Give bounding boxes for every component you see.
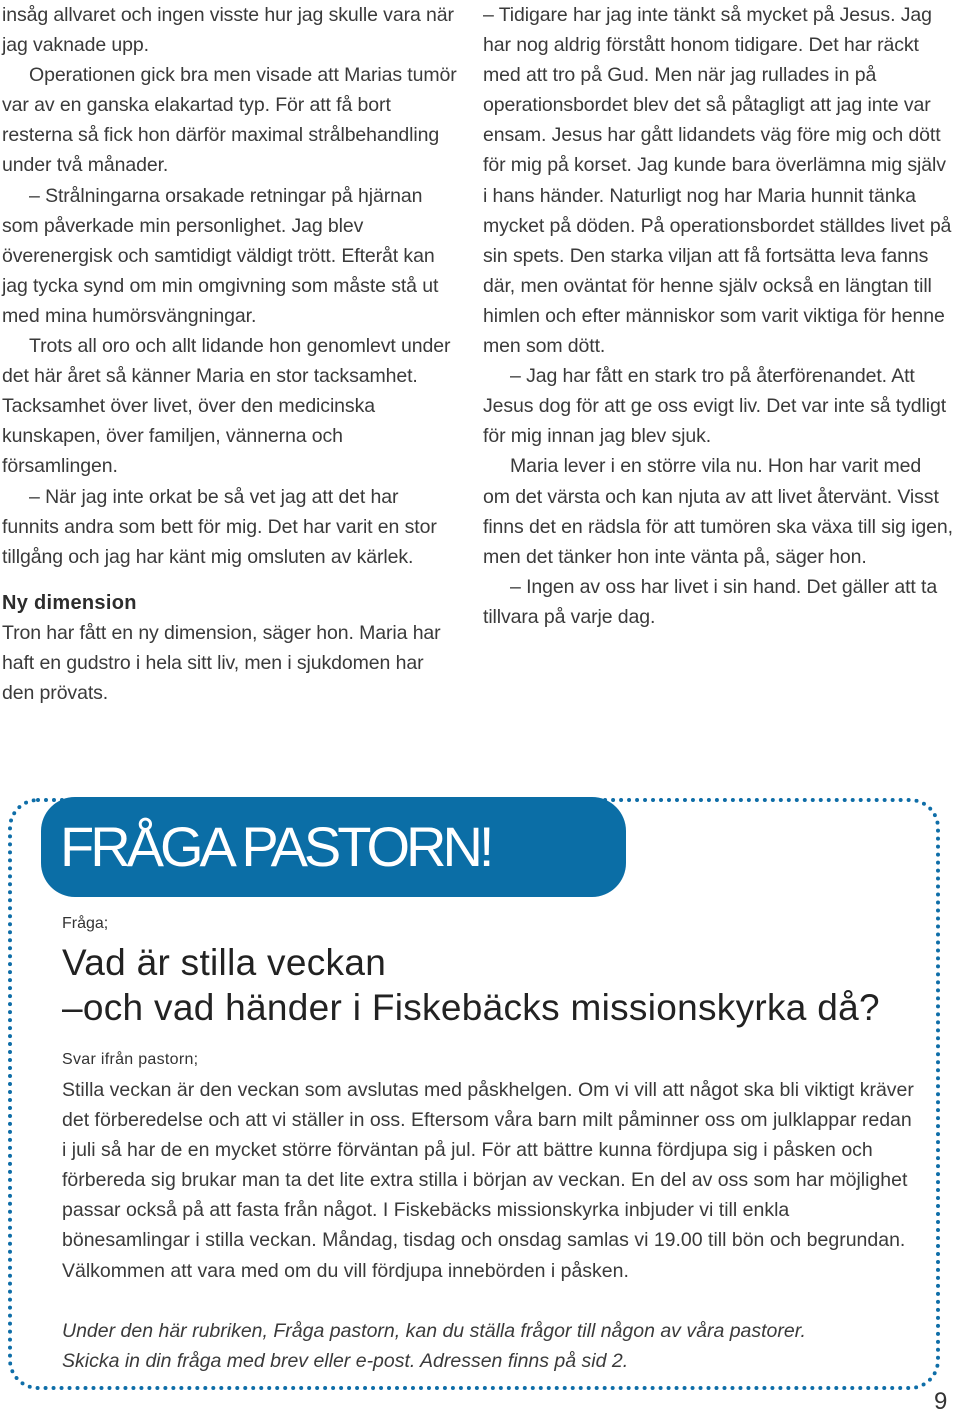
question-text [62, 940, 942, 1030]
section-heading: Ny dimension [2, 591, 137, 614]
quote-paragraph: – När jag inte orkat be så vet jag att det har funnits andra som bett för mig. Det har varit en stor tillgång och jag har känt mig omsluten av kärlek. [2, 485, 437, 568]
paragraph: Maria lever i en större vila nu. Hon har varit med om det värsta och kan njuta av att livet återvänt. Visst finns det en rädsla för att tumören ska växa till sig igen, men det tänker hon inte vänta på, säger hon. [483, 455, 953, 568]
article-right-column [483, 0, 953, 632]
question-label: Fråga; [62, 915, 109, 932]
quote-paragraph: – Ingen av oss har livet i sin hand. Det gäller att ta tillvara på varje dag. [483, 575, 938, 628]
paragraph: insåg allvaret och ingen visste hur jag skulle vara när jag vaknade upp. [2, 4, 454, 57]
answer-text: Stilla veckan är den veckan som avslutas med påskhelgen. Om vi vill att något ska bli viktigt kräver det förberedelse och att vi ställer in oss. Eftersom våra barn milt påminner oss om julklappar redan i juli så har de en mycket större förväntan på jul. För att bättre kunna fördjupa sig i påsken och förbereda sig brukar man ta det lite extra stilla i början av veckan. En del av oss som har möjlighet passar också på att fasta från något. I Fiskebäcks missionskyrka inbjuder vi till enkla bönesamlingar i stilla veckan. Måndag, tisdag och onsdag samlas vi 19.00 till bön och begrundan. Välkommen att vara med om du vill fördjupa innebörden i påsken. [62, 1079, 914, 1282]
quote-paragraph: – Jag har fått en stark tro på återförenandet. Att Jesus dog för att ge oss evigt liv. Det var inte så tydligt för mig innan jag blev sjuk. [483, 365, 947, 448]
paragraph: Trots all oro och allt lidande hon genomlevt under det här året så känner Maria en stor tacksamhet. Tacksamhet över livet, över den medicinska kunskapen, över familjen, vännerna och församlingen. [2, 335, 451, 478]
paragraph: Tron har fått en ny dimension, säger hon. Maria har haft en gudstro i hela sitt liv, men i sjukdomen har den prövats. [2, 621, 441, 704]
page-number: 9 [934, 1388, 948, 1415]
paragraph: Operationen gick bra men visade att Marias tumör var av en ganska elakartad typ. För att få bort resterna så fick hon därför maximal strålbehandling under två månader. [2, 64, 457, 177]
ask-pastor-title: FRÅGA PASTORN! [60, 815, 491, 878]
question-line: –och vad händer i Fiskebäcks missionskyrka då? [62, 987, 880, 1028]
answer-label: Svar ifrån pastorn; [62, 1051, 199, 1068]
article-left-column [2, 0, 460, 708]
quote-paragraph: – Strålningarna orsakade retningar på hjärnan som påverkade min personlighet. Jag blev överenergisk och samtidigt väldigt trött. Efteråt kan jag tycka synd om min omgivning som måste stå ut med mina humörsvängningar. [2, 184, 439, 327]
question-line: Vad är stilla veckan [62, 942, 387, 983]
quote-paragraph: – Tidigare har jag inte tänkt så mycket på Jesus. Jag har nog aldrig förstått honom tidigare. Det har räckt med att tro på Gud. Men när jag rullades in på operationsbordet blev det så påtagligt att jag inte var ensam. Jesus har gått lidandets väg före mig och dött för mig på korset. Jag kunde bara överlämna mig själv i hans händer. Naturligt nog har Maria hunnit tänka mycket på döden. På operationsbordet ställdes livet på sin spets. Den starka viljan att få fortsätta leva fanns där, men oväntat för henne själv också en längtan till himlen och efter människor som varit viktiga för henne men som dött. [483, 4, 952, 358]
column-note: Under den här rubriken, Fråga pastorn, kan du ställa frågor till någon av våra pastorer. Skicka in din fråga med brev eller e-post. Adressen finns på sid 2. [62, 1320, 806, 1372]
